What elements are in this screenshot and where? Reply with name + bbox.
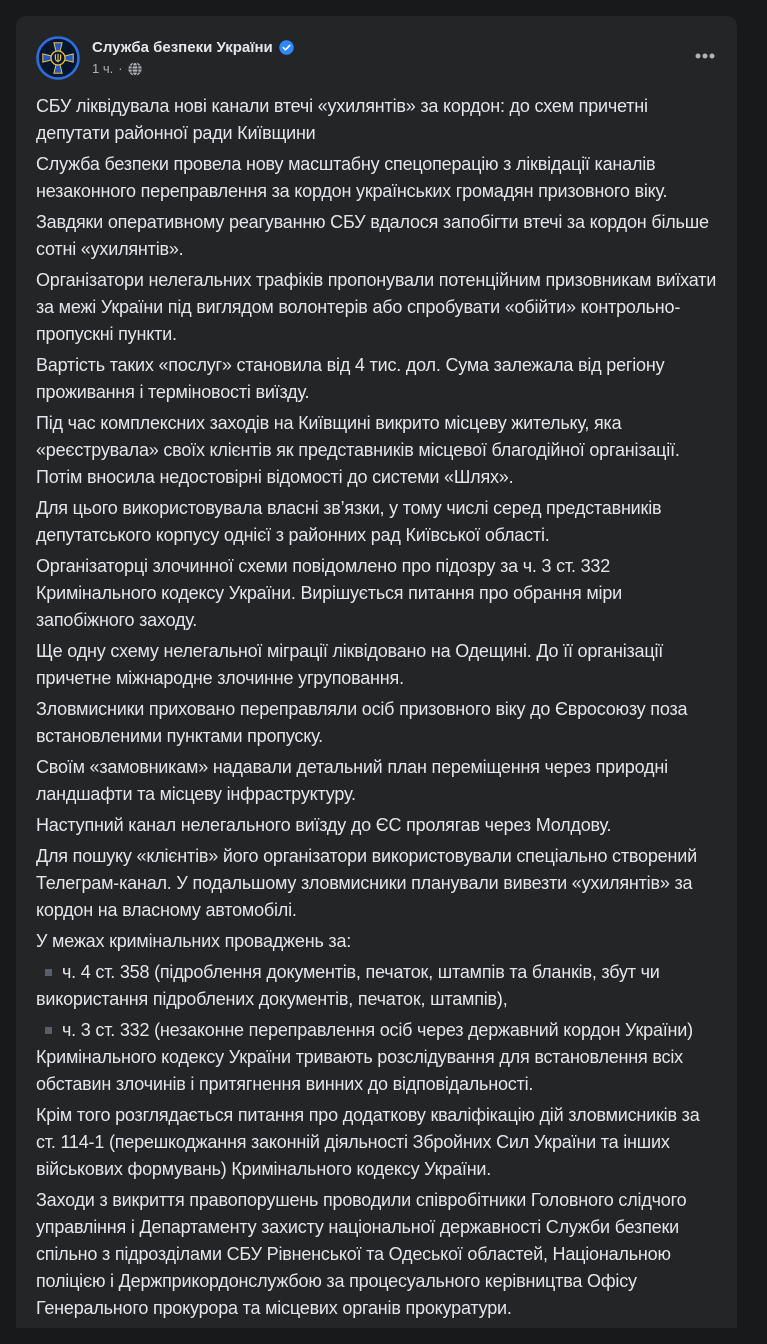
- post-card: [16, 16, 737, 1328]
- post-paragraph: Для пошуку «клієнтів» його організатори використовували спеціально створений Телеграм-канал. У подальшому зловмисники планували вивезти «ухилянтів» за кордон на власному автомобілі.: [36, 846, 697, 920]
- post-paragraph: Зловмисники приховано переправляли осіб призовного віку до Євросоюзу поза встановленими пунктами пропуску.: [36, 699, 688, 746]
- post-paragraph: Своїм «замовникам» надавали детальний план переміщення через природні ландшафти та місцеву інфраструктуру.: [36, 757, 668, 804]
- post-timestamp[interactable]: 1 ч.: [92, 61, 114, 76]
- bullet-square-icon: [45, 969, 52, 976]
- post-menu-button[interactable]: [687, 42, 723, 70]
- post-paragraph: Вартість таких «послуг» становила від 4 тис. дол. Сума залежала від регіону проживання і терміновості виїзду.: [36, 355, 665, 402]
- post-paragraph: СБУ ліквідувала нові канали втечі «ухилянтів» за кордон: до схем причетні депутати районної ради Київщини: [36, 96, 648, 143]
- post-meta: [92, 61, 294, 77]
- post-paragraph: Організатори нелегальних трафіків пропонували потенційним призовникам виїхати за межі України під виглядом волонтерів або спробувати «обійти» контрольно-пропускні пункти.: [36, 270, 717, 344]
- post-bullet-item: ч. 4 ст. 358 (підроблення документів, печаток, штампів та бланків, збут чи використання підроблених документів, печаток, штампів),: [36, 962, 660, 1009]
- meta-separator: ·: [118, 61, 123, 76]
- post-paragraph: Завдяки оперативному реагуванню СБУ вдалося запобігти втечі за кордон більше сотні «ухилянтів».: [36, 212, 709, 259]
- post-paragraph: Служба безпеки провела нову масштабну спецоперацію з ліквідації каналів незаконного переправлення за кордон українських громадян призовного віку.: [36, 154, 668, 201]
- header-info: [92, 36, 294, 77]
- post-paragraph: Наступний канал нелегального виїзду до ЄС пролягав через Молдову.: [36, 815, 612, 835]
- post-paragraph: Організаторці злочинної схеми повідомлено про підозру за ч. 3 ст. 332 Кримінального кодексу України. Вирішується питання про обрання міри запобіжного заходу.: [36, 556, 623, 630]
- post-paragraph: Для цього використовувала власні зв’язки, у тому числі серед представників депутатського корпусу однієї з районних рад Київської області.: [36, 498, 662, 545]
- post-text: [16, 80, 737, 1344]
- page-avatar[interactable]: [36, 36, 80, 80]
- page-name[interactable]: Служба безпеки України: [92, 39, 273, 56]
- sbu-emblem-avatar-icon: [36, 36, 80, 80]
- post-paragraph: У межах кримінальних проваджень за:: [36, 931, 352, 951]
- post-bullet-item: ч. 3 ст. 332 (незаконне переправлення осіб через державний кордон України) Кримінального кодексу України тривають розслідування для встановлення всіх обставин злочинів і притягнення винних до відповідальності.: [36, 1020, 693, 1094]
- post-paragraph: Ще одну схему нелегальної міграції ліквідовано на Одещині. До її організації причетне міжнародне злочинне угруповання.: [36, 641, 664, 688]
- globe-icon: [128, 62, 142, 76]
- page-name-row: [92, 38, 294, 57]
- post-header: [16, 16, 737, 80]
- verified-badge-icon: [279, 40, 294, 55]
- post-paragraph: Під час комплексних заходів на Київщині викрито місцеву жительку, яка «реєструвала» своїх клієнтів як представників місцевої благодійної організації. Потім вносила недостовірні відомості до системи «Шлях».: [36, 413, 680, 487]
- post-paragraph: Крім того розглядається питання про додаткову кваліфікацію дій зловмисників за ст. 114-1 (перешкоджання законній діяльності Збройних Сил України та інших військових формувань) Кримінального кодексу України.: [36, 1105, 700, 1179]
- post-paragraph: Заходи з викриття правопорушень проводили співробітники Головного слідчого управління і Департаменту захисту національної державності Служби безпеки спільно з підрозділами СБУ Рівненської та Одеської областей, Національною поліцією і Держприкордонслужбою за процесуального керівництва Офісу Генерального прокурора та місцевих органів прокуратури.: [36, 1190, 687, 1318]
- ellipsis-icon: [695, 53, 715, 59]
- bullet-square-icon: [45, 1027, 52, 1034]
